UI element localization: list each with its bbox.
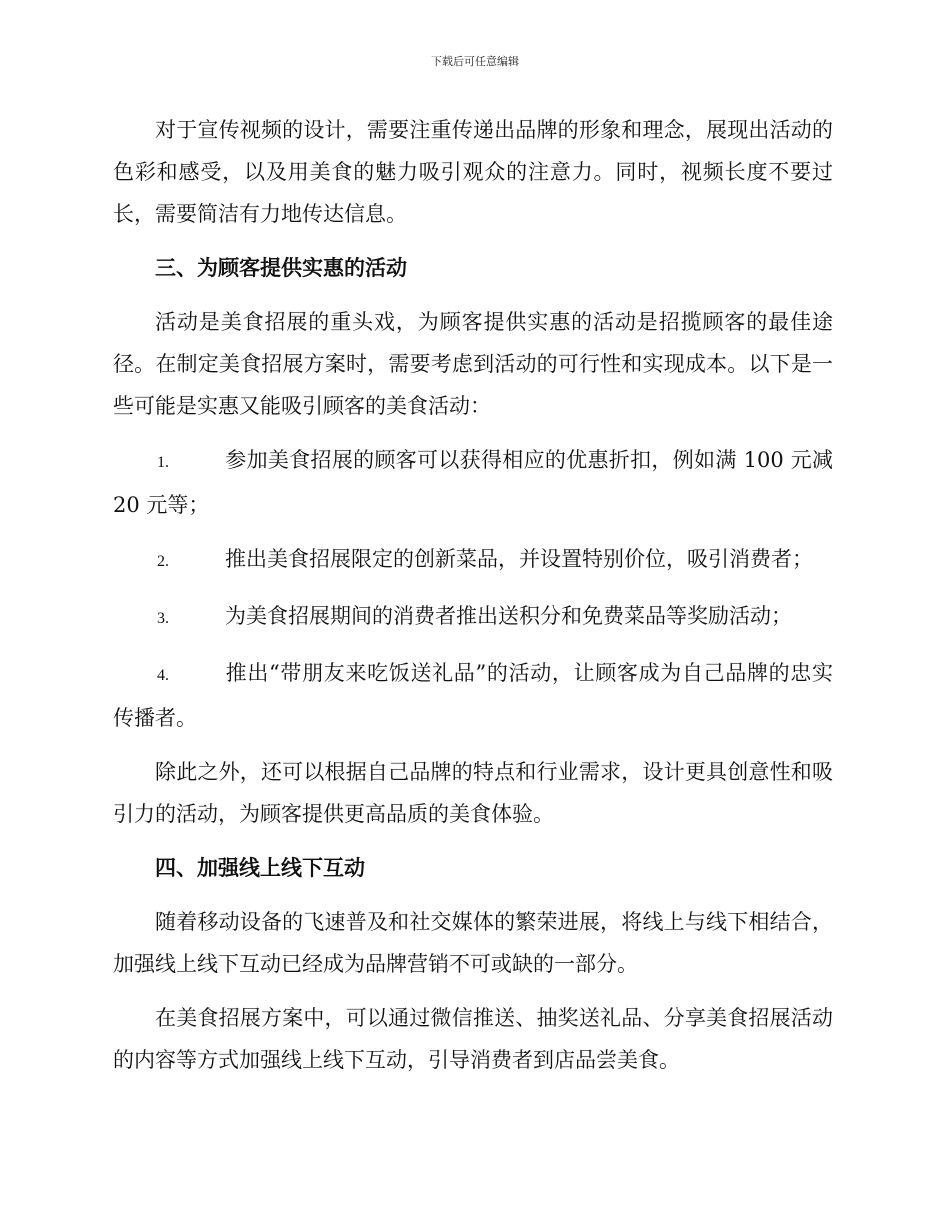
list-item-number: 3. bbox=[157, 610, 169, 627]
list-item-number: 4. bbox=[157, 667, 169, 684]
list-item-number: 2. bbox=[157, 553, 169, 570]
page-header: 下载后可任意编辑 bbox=[431, 55, 519, 68]
section-4-heading: 四、加强线上线下互动 bbox=[155, 855, 365, 880]
list-item bbox=[113, 595, 833, 640]
section-4-paragraph-2: 在美食招展方案中，可以通过微信推送、抽奖送礼品、分享美食招展活动的内容等方式加强线上线下互动，引导消费者到店品尝美食。 bbox=[113, 1006, 833, 1072]
list-item-text: 推出“带朋友来吃饭送礼品”的活动，让顾客成为自己品牌的忠实传播者。 bbox=[113, 661, 833, 730]
list-item bbox=[113, 538, 833, 583]
list-item-text: 为美食招展期间的消费者推出送积分和免费菜品等奖励活动； bbox=[225, 604, 792, 628]
section-3-paragraph: 活动是美食招展的重头戏，为顾客提供实惠的活动是招揽顾客的最佳途径。在制定美食招展方案时，需要考虑到活动的可行性和实现成本。以下是一些可能是实惠又能吸引顾客的美食活动： bbox=[113, 310, 833, 418]
document-body bbox=[113, 109, 833, 1081]
section-3-closing-paragraph: 除此之外，还可以根据自己品牌的特点和行业需求，设计更具创意性和吸引力的活动，为顾客提供更高品质的美食体验。 bbox=[113, 760, 833, 826]
list-item-number: 1. bbox=[157, 454, 169, 471]
section-3-heading: 三、为顾客提供实惠的活动 bbox=[155, 255, 407, 280]
list-item bbox=[113, 439, 833, 526]
list-item bbox=[113, 652, 833, 739]
intro-paragraph: 对于宣传视频的设计，需要注重传递出品牌的形象和理念，展现出活动的色彩和感受，以及用美食的魅力吸引观众的注意力。同时，视频长度不要过长，需要简洁有力地传达信息。 bbox=[113, 118, 833, 226]
list-item-text: 参加美食招展的顾客可以获得相应的优惠折扣，例如满 100 元减 20 元等； bbox=[113, 448, 833, 517]
list-item-text: 推出美食招展限定的创新菜品，并设置特别价位，吸引消费者； bbox=[225, 547, 813, 571]
section-4-paragraph-1: 随着移动设备的飞速普及和社交媒体的繁荣进展，将线上与线下相结合，加强线上线下互动已经成为品牌营销不可或缺的一部分。 bbox=[113, 910, 833, 976]
